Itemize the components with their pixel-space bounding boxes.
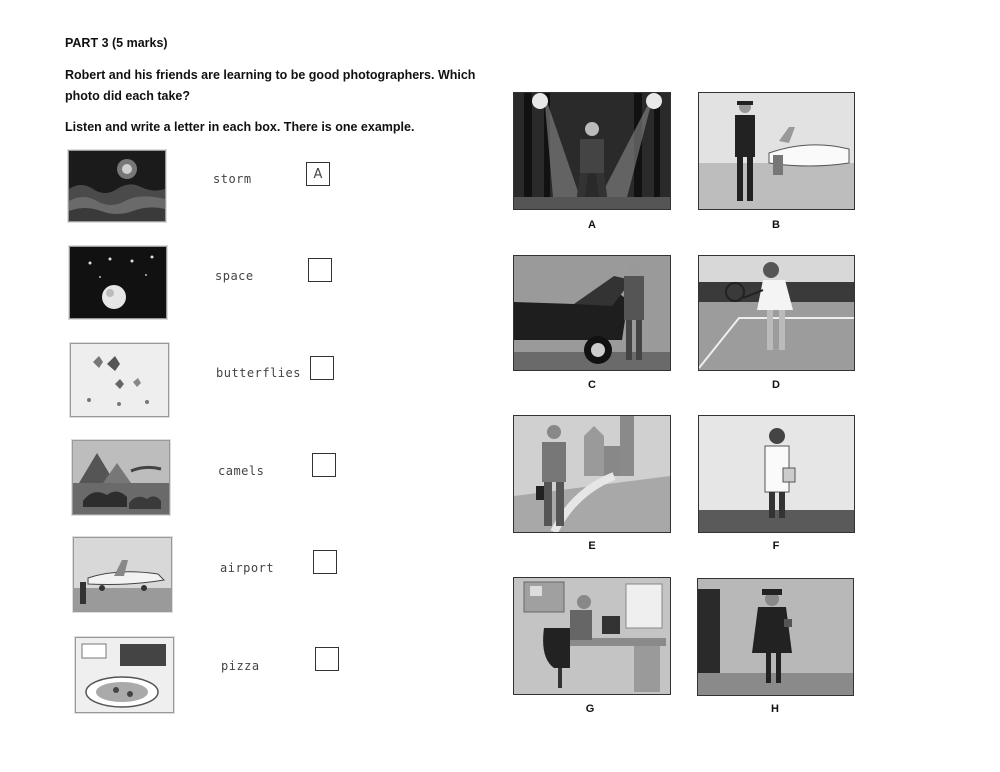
item-word-camels: camels — [218, 464, 265, 478]
answer-box-pizza[interactable] — [315, 647, 339, 671]
answer-box-storm[interactable]: A — [306, 162, 330, 186]
airport-photo — [73, 537, 172, 612]
answer-box-airport[interactable] — [313, 550, 337, 574]
item-word-pizza: pizza — [221, 659, 260, 673]
photo-label-g: G — [585, 703, 595, 715]
part-title: PART 3 (5 marks) — [65, 36, 168, 50]
camels-photo — [72, 440, 170, 515]
item-word-airport: airport — [220, 561, 275, 575]
answer-box-space[interactable] — [308, 258, 332, 282]
pizza-photo — [75, 637, 174, 713]
instruction-text: Listen and write a letter in each box. There is one example. — [65, 120, 415, 134]
item-word-storm: storm — [213, 172, 252, 186]
butterflies-photo — [70, 343, 169, 417]
photo-h-police — [697, 578, 854, 696]
photo-g-office — [513, 577, 671, 695]
photo-label-h: H — [771, 703, 779, 715]
photo-b-pilot — [698, 92, 855, 210]
item-word-space: space — [215, 269, 254, 283]
intro-text-line-1: Robert and his friends are learning to be good photographers. Which — [65, 68, 476, 82]
storm-photo — [68, 150, 166, 222]
answer-box-camels[interactable] — [312, 453, 336, 477]
photo-label-d: D — [772, 379, 780, 391]
photo-e-businessman — [513, 415, 671, 533]
intro-text-line-2: photo did each take? — [65, 89, 191, 103]
answer-box-butterflies[interactable] — [310, 356, 334, 380]
photo-c-mechanic — [513, 255, 671, 371]
photo-label-f: F — [772, 540, 780, 552]
photo-f-doctor — [698, 415, 855, 533]
photo-label-b: B — [772, 219, 780, 231]
photo-label-e: E — [588, 540, 596, 552]
item-word-butterflies: butterflies — [216, 366, 301, 380]
photo-label-c: C — [588, 379, 596, 391]
photo-a-performer — [513, 92, 671, 210]
space-photo — [69, 246, 167, 319]
photo-d-tennis — [698, 255, 855, 371]
photo-label-a: A — [588, 219, 596, 231]
